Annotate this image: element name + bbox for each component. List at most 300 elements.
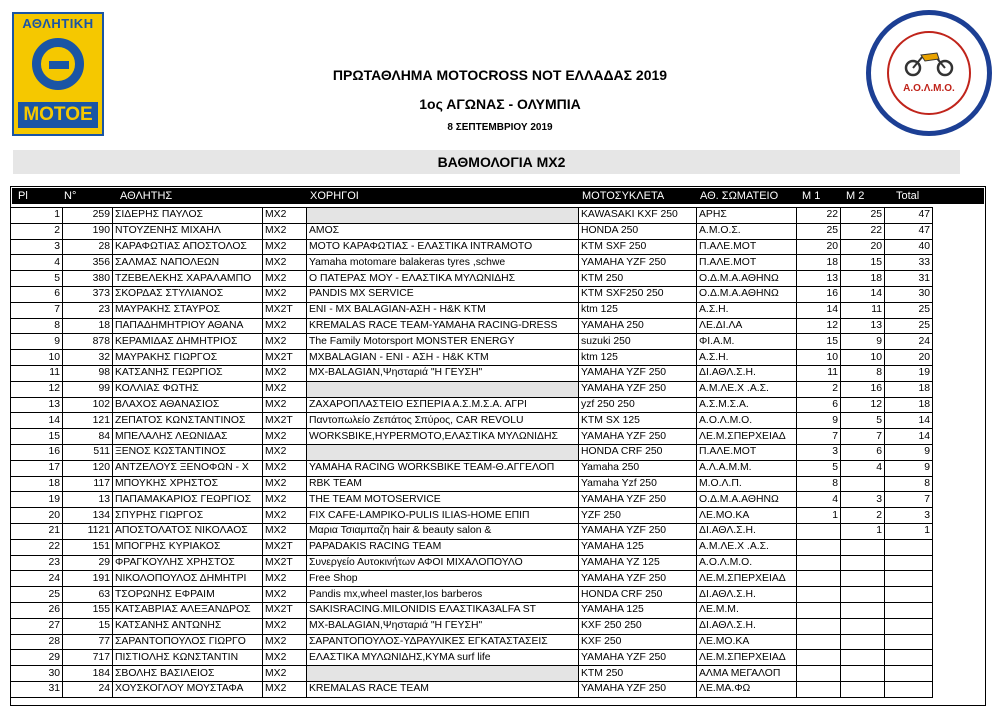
cell-place: 24 xyxy=(11,571,63,587)
cell-total: 18 xyxy=(885,381,933,397)
cell-place: 16 xyxy=(11,444,63,460)
cell-class: MX2 xyxy=(263,476,307,492)
cell-class: MX2 xyxy=(263,397,307,413)
cell-sponsors: MXBALAGIAN - ENI - ΑΣΗ - H&K KTM xyxy=(307,350,579,366)
cell-m1 xyxy=(797,634,841,650)
cell-total: 8 xyxy=(885,476,933,492)
cell-total xyxy=(885,650,933,666)
cell-athlete: ΒΛΑΧΟΣ ΑΘΑΝΑΣΙΟΣ xyxy=(113,397,263,413)
cell-number: 29 xyxy=(63,555,113,571)
table-row xyxy=(11,555,933,571)
cell-club: ΔΙ.ΑΘΛ.Σ.Η. xyxy=(697,618,797,634)
cell-class: MX2 xyxy=(263,223,307,239)
cell-total: 31 xyxy=(885,271,933,287)
cell-motorcycle: YAMAHA YZF 250 xyxy=(579,681,697,697)
cell-motorcycle: KXF 250 250 xyxy=(579,618,697,634)
cell-motorcycle: ktm 125 xyxy=(579,350,697,366)
table-row xyxy=(11,492,933,508)
cell-total: 1 xyxy=(885,523,933,539)
cell-number: 191 xyxy=(63,571,113,587)
cell-athlete: ΜΑΥΡΑΚΗΣ ΓΙΩΡΓΟΣ xyxy=(113,350,263,366)
cell-athlete: ΣΠΥΡΗΣ ΓΙΩΡΓΟΣ xyxy=(113,508,263,524)
cell-club: ΛΕ.ΜΑ.ΦΩ xyxy=(697,681,797,697)
cell-number: 155 xyxy=(63,602,113,618)
cell-motorcycle: YZF 250 xyxy=(579,508,697,524)
cell-class: MX2 xyxy=(263,666,307,682)
cell-motorcycle: YAMAHA YZF 250 xyxy=(579,650,697,666)
cell-place: 31 xyxy=(11,681,63,697)
cell-sponsors: Pandis mx,wheel master,Ios barberos xyxy=(307,587,579,603)
cell-motorcycle: YAMAHA YZF 250 xyxy=(579,255,697,271)
cell-total: 3 xyxy=(885,508,933,524)
cell-total: 7 xyxy=(885,492,933,508)
cell-sponsors xyxy=(307,666,579,682)
table-row xyxy=(11,444,933,460)
cell-m2 xyxy=(841,587,885,603)
cell-club: Α.Ο.Λ.Μ.Ο. xyxy=(697,555,797,571)
cell-sponsors: Παντοπωλείο Ζεπάτος Σπύρος, CAR REVOLU xyxy=(307,413,579,429)
cell-place: 1 xyxy=(11,208,63,224)
cell-sponsors: ΜΟΤΟ ΚΑΡΑΦΩΤΙΑΣ - ΕΛΑΣΤΙΚΑ INTRAMOTO xyxy=(307,239,579,255)
cell-m2 xyxy=(841,476,885,492)
cell-place: 9 xyxy=(11,334,63,350)
cell-sponsors xyxy=(307,444,579,460)
cell-m1 xyxy=(797,618,841,634)
cell-sponsors: PAPADAKIS RACING TEAM xyxy=(307,539,579,555)
cell-class: MX2 xyxy=(263,492,307,508)
cell-club: ΛΕ.Μ.ΣΠΕΡΧΕΙΑΔ xyxy=(697,571,797,587)
cell-number: 120 xyxy=(63,460,113,476)
cell-club: Α.Μ.Ο.Σ. xyxy=(697,223,797,239)
cell-motorcycle: YAMAHA YZF 250 xyxy=(579,381,697,397)
cell-motorcycle: KAWASAKI KXF 250 xyxy=(579,208,697,224)
cell-m1 xyxy=(797,555,841,571)
cell-place: 8 xyxy=(11,318,63,334)
cell-club: ΑΛΜΑ ΜΕΓΑΛΟΠ xyxy=(697,666,797,682)
cell-number: 511 xyxy=(63,444,113,460)
cell-total: 14 xyxy=(885,429,933,445)
col-header-m2: Μ 2 xyxy=(846,190,865,202)
cell-motorcycle: YAMAHA YZF 250 xyxy=(579,429,697,445)
cell-athlete: ΚΑΤΣΑΝΗΣ ΓΕΩΡΓΙΟΣ xyxy=(113,365,263,381)
cell-club: Π.ΑΛΕ.ΜΟΤ xyxy=(697,255,797,271)
cell-total: 40 xyxy=(885,239,933,255)
cell-athlete: ΞΕΝΟΣ ΚΩΣΤΑΝΤΙΝΟΣ xyxy=(113,444,263,460)
table-row xyxy=(11,302,933,318)
cell-sponsors: THE TEAM MOTOSERVICE xyxy=(307,492,579,508)
cell-class: MX2T xyxy=(263,302,307,318)
cell-m1: 12 xyxy=(797,318,841,334)
cell-m1: 18 xyxy=(797,255,841,271)
cell-athlete: ΦΡΑΓΚΟΥΛΗΣ ΧΡΗΣΤΟΣ xyxy=(113,555,263,571)
cell-sponsors: Ο ΠΑΤΕΡΑΣ ΜΟΥ - ΕΛΑΣΤΙΚΑ ΜΥΛΩΝΙΔΗΣ xyxy=(307,271,579,287)
cell-sponsors: ΑΜΟΣ xyxy=(307,223,579,239)
cell-m2 xyxy=(841,650,885,666)
cell-sponsors: WORKSBIKE,HYPERMOTO,ΕΛΑΣΤΙΚΑ ΜΥΛΩΝΙΔΗΣ xyxy=(307,429,579,445)
cell-m1: 1 xyxy=(797,508,841,524)
cell-club: ΦΙ.Α.Μ. xyxy=(697,334,797,350)
cell-club: ΛΕ.ΜΟ.ΚΑ xyxy=(697,508,797,524)
table-header xyxy=(12,188,984,204)
cell-m1: 20 xyxy=(797,239,841,255)
cell-number: 134 xyxy=(63,508,113,524)
cell-class: MX2 xyxy=(263,618,307,634)
cell-number: 13 xyxy=(63,492,113,508)
cell-motorcycle: suzuki 250 xyxy=(579,334,697,350)
cell-athlete: ΣΒΟΛΗΣ ΒΑΣΙΛΕΙΟΣ xyxy=(113,666,263,682)
cell-m2: 5 xyxy=(841,413,885,429)
table-row xyxy=(11,318,933,334)
cell-m1 xyxy=(797,523,841,539)
page-subtitle: 1ος ΑΓΩΝΑΣ - ΟΛΥΜΠΙΑ xyxy=(419,96,581,112)
cell-club: ΛΕ.Μ.ΣΠΕΡΧΕΙΑΔ xyxy=(697,429,797,445)
cell-m2: 6 xyxy=(841,444,885,460)
cell-club: Α.Σ.Η. xyxy=(697,350,797,366)
cell-m1: 14 xyxy=(797,302,841,318)
col-header-number: N° xyxy=(64,190,77,202)
cell-m2: 8 xyxy=(841,365,885,381)
cell-m2: 10 xyxy=(841,350,885,366)
cell-athlete: ΠΑΠΑΔΗΜΗΤΡΙΟΥ ΑΘΑΝΑ xyxy=(113,318,263,334)
cell-total: 47 xyxy=(885,208,933,224)
cell-athlete: ΚΑΤΣΑΝΗΣ ΑΝΤΩΝΗΣ xyxy=(113,618,263,634)
cell-club: Ο.Δ.Μ.Α.ΑΘΗΝΩ xyxy=(697,286,797,302)
table-row xyxy=(11,334,933,350)
cell-m1 xyxy=(797,602,841,618)
cell-sponsors: YAMAHA RACING WORKSBIKE TEAM-Θ.ΑΓΓΕΛΟΠ xyxy=(307,460,579,476)
motorbike-icon xyxy=(903,47,955,77)
cell-number: 259 xyxy=(63,208,113,224)
cell-number: 373 xyxy=(63,286,113,302)
cell-class: MX2 xyxy=(263,286,307,302)
cell-class: MX2 xyxy=(263,271,307,287)
cell-place: 2 xyxy=(11,223,63,239)
cell-place: 14 xyxy=(11,413,63,429)
cell-motorcycle: YAMAHA YZF 250 xyxy=(579,523,697,539)
cell-m1: 2 xyxy=(797,381,841,397)
cell-class: MX2 xyxy=(263,334,307,350)
table-row xyxy=(11,255,933,271)
cell-place: 19 xyxy=(11,492,63,508)
cell-m2: 2 xyxy=(841,508,885,524)
cell-place: 25 xyxy=(11,587,63,603)
cell-class: MX2 xyxy=(263,650,307,666)
cell-club: ΔΙ.ΑΘΛ.Σ.Η. xyxy=(697,365,797,381)
cell-class: MX2T xyxy=(263,350,307,366)
cell-athlete: ΑΝΤΖΕΛΟΥΣ ΞΕΝΟΦΩΝ - Χ xyxy=(113,460,263,476)
cell-class: MX2 xyxy=(263,381,307,397)
cell-place: 22 xyxy=(11,539,63,555)
cell-club: Α.Ο.Λ.Μ.Ο. xyxy=(697,413,797,429)
cell-sponsors: PANDIS MX SERVICE xyxy=(307,286,579,302)
cell-class: MX2 xyxy=(263,365,307,381)
cell-club: Π.ΑΛΕ.ΜΟΤ xyxy=(697,239,797,255)
cell-sponsors: MX-BALAGIAN,Ψησταριά "Η ΓΕΥΣΗ" xyxy=(307,618,579,634)
cell-m2 xyxy=(841,555,885,571)
cell-m1: 11 xyxy=(797,365,841,381)
event-date: 8 ΣΕΠΤΕΜΒΡΙΟΥ 2019 xyxy=(447,122,553,133)
cell-total xyxy=(885,587,933,603)
table-row xyxy=(11,350,933,366)
cell-athlete: ΜΠΟΥΚΗΣ ΧΡΗΣΤΟΣ xyxy=(113,476,263,492)
cell-m2: 13 xyxy=(841,318,885,334)
col-header-total: Total xyxy=(896,190,920,202)
cell-m1: 22 xyxy=(797,208,841,224)
cell-number: 878 xyxy=(63,334,113,350)
cell-sponsors: ΣΑΡΑΝΤΟΠΟΥΛΟΣ-ΥΔΡΑΥΛΙΚΕΣ ΕΓΚΑΤΑΣΤΑΣΕΙΣ xyxy=(307,634,579,650)
cell-place: 21 xyxy=(11,523,63,539)
cell-number: 121 xyxy=(63,413,113,429)
cell-class: MX2 xyxy=(263,634,307,650)
cell-motorcycle: KTM SXF250 250 xyxy=(579,286,697,302)
cell-total: 47 xyxy=(885,223,933,239)
cell-m2 xyxy=(841,666,885,682)
cell-athlete: ΝΤΟΥΖΕΝΗΣ ΜΙΧΑΗΛ xyxy=(113,223,263,239)
table-row xyxy=(11,539,933,555)
cell-number: 18 xyxy=(63,318,113,334)
cell-number: 23 xyxy=(63,302,113,318)
cell-m1 xyxy=(797,681,841,697)
cell-total xyxy=(885,618,933,634)
cell-motorcycle: KTM SX 125 xyxy=(579,413,697,429)
cell-number: 151 xyxy=(63,539,113,555)
cell-class: MX2 xyxy=(263,255,307,271)
cell-m1: 6 xyxy=(797,397,841,413)
cell-sponsors xyxy=(307,381,579,397)
cell-club: ΔΙ.ΑΘΛ.Σ.Η. xyxy=(697,587,797,603)
col-header-m1: Μ 1 xyxy=(802,190,821,202)
cell-place: 15 xyxy=(11,429,63,445)
cell-place: 5 xyxy=(11,271,63,287)
table-row xyxy=(11,286,933,302)
cell-total: 30 xyxy=(885,286,933,302)
cell-place: 7 xyxy=(11,302,63,318)
cell-class: MX2 xyxy=(263,571,307,587)
cell-club: ΛΕ.Μ.Μ. xyxy=(697,602,797,618)
cell-place: 30 xyxy=(11,666,63,682)
cell-place: 6 xyxy=(11,286,63,302)
cell-place: 11 xyxy=(11,365,63,381)
cell-motorcycle: Yamaha Yzf 250 xyxy=(579,476,697,492)
cell-sponsors: Συνεργείο Αυτοκινήτων ΑΦΟΙ ΜΙΧΑΛΟΠΟΥΛΟ xyxy=(307,555,579,571)
table-row xyxy=(11,602,933,618)
cell-place: 4 xyxy=(11,255,63,271)
table-row xyxy=(11,223,933,239)
col-header-motorcycle: ΜΟΤΟΣΥΚΛΕΤΑ xyxy=(582,190,665,202)
cell-m1 xyxy=(797,539,841,555)
cell-m1: 10 xyxy=(797,350,841,366)
cell-place: 18 xyxy=(11,476,63,492)
cell-total: 25 xyxy=(885,302,933,318)
table-row xyxy=(11,271,933,287)
cell-class: MX2 xyxy=(263,681,307,697)
cell-class: MX2 xyxy=(263,239,307,255)
cell-sponsors: KREMALAS RACE TEAM xyxy=(307,681,579,697)
cell-motorcycle: HONDA 250 xyxy=(579,223,697,239)
table-row xyxy=(11,650,933,666)
cell-total: 25 xyxy=(885,318,933,334)
cell-sponsors: Yamaha motomare balakeras tyres ,schwe xyxy=(307,255,579,271)
cell-class: MX2 xyxy=(263,444,307,460)
cell-m2: 16 xyxy=(841,381,885,397)
table-row xyxy=(11,508,933,524)
page-title: ΠΡΩΤΑΘΛΗΜΑ MOTOCROSS ΝΟΤ ΕΛΛΑΔΑΣ 2019 xyxy=(332,67,668,83)
cell-athlete: ΧΟΥΣΚΟΓΛΟΥ ΜΟΥΣΤΑΦΑ xyxy=(113,681,263,697)
section-banner xyxy=(13,150,960,174)
cell-m1 xyxy=(797,587,841,603)
results-table xyxy=(10,207,933,698)
cell-place: 28 xyxy=(11,634,63,650)
cell-place: 29 xyxy=(11,650,63,666)
cell-number: 77 xyxy=(63,634,113,650)
logo-arrow-icon xyxy=(32,38,84,90)
cell-athlete: ΤΖΕΒΕΛΕΚΗΣ ΧΑΡΑΛΑΜΠΟ xyxy=(113,271,263,287)
cell-place: 17 xyxy=(11,460,63,476)
cell-m1: 5 xyxy=(797,460,841,476)
cell-total: 24 xyxy=(885,334,933,350)
cell-club: Α.Σ.Η. xyxy=(697,302,797,318)
cell-class: MX2 xyxy=(263,587,307,603)
cell-number: 117 xyxy=(63,476,113,492)
cell-motorcycle: KXF 250 xyxy=(579,634,697,650)
cell-m2 xyxy=(841,618,885,634)
cell-m1: 3 xyxy=(797,444,841,460)
cell-number: 98 xyxy=(63,365,113,381)
table-row xyxy=(11,618,933,634)
cell-m2: 22 xyxy=(841,223,885,239)
cell-sponsors: The Family Motorsport MONSTER ENERGY xyxy=(307,334,579,350)
cell-sponsors: ΕΛΑΣΤΙΚΑ ΜΥΛΩΝΙΔΗΣ,ΚΥΜΑ surf life xyxy=(307,650,579,666)
logo-inner-ring xyxy=(887,31,971,115)
cell-m2: 20 xyxy=(841,239,885,255)
cell-motorcycle: YAMAHA YZF 250 xyxy=(579,571,697,587)
cell-number: 1121 xyxy=(63,523,113,539)
cell-m1: 7 xyxy=(797,429,841,445)
cell-m2 xyxy=(841,681,885,697)
cell-total xyxy=(885,634,933,650)
cell-place: 10 xyxy=(11,350,63,366)
cell-place: 20 xyxy=(11,508,63,524)
logo-left-bottom-text: MOTOE xyxy=(18,102,98,128)
cell-club: ΛΕ.Μ.ΣΠΕΡΧΕΙΑΔ xyxy=(697,650,797,666)
cell-number: 190 xyxy=(63,223,113,239)
cell-athlete: ΚΑΡΑΦΩΤΙΑΣ ΑΠΟΣΤΟΛΟΣ xyxy=(113,239,263,255)
cell-athlete: ΚΕΡΑΜΙΔΑΣ ΔΗΜΗΤΡΙΟΣ xyxy=(113,334,263,350)
col-header-sponsors: ΧΟΡΗΓΟΙ xyxy=(310,190,359,202)
table-row xyxy=(11,523,933,539)
cell-m2: 4 xyxy=(841,460,885,476)
table-row xyxy=(11,476,933,492)
cell-class: MX2 xyxy=(263,523,307,539)
cell-sponsors: SAKISRACING.MILONIDIS ΕΛΑΣΤΙΚΑ3ALFA ST xyxy=(307,602,579,618)
cell-athlete: ΖΕΠΑΤΟΣ ΚΩΝΣΤΑΝΤΙΝΟΣ xyxy=(113,413,263,429)
cell-place: 3 xyxy=(11,239,63,255)
cell-sponsors: ΖΑΧΑΡΟΠΛΑΣΤΕΙΟ ΕΣΠΕΡΙΑ Α.Σ.Μ.Σ.Α. ΑΓΡΙ xyxy=(307,397,579,413)
cell-athlete: ΣΚΟΡΔΑΣ ΣΤΥΛΙΑΝΟΣ xyxy=(113,286,263,302)
cell-m2: 9 xyxy=(841,334,885,350)
logo-right-text: Α.Ο.Λ.Μ.Ο. xyxy=(903,83,955,94)
cell-number: 63 xyxy=(63,587,113,603)
cell-place: 13 xyxy=(11,397,63,413)
cell-athlete: ΜΑΥΡΑΚΗΣ ΣΤΑΥΡΟΣ xyxy=(113,302,263,318)
cell-class: MX2 xyxy=(263,318,307,334)
cell-place: 26 xyxy=(11,602,63,618)
cell-motorcycle: YAMAHA 125 xyxy=(579,602,697,618)
cell-m1: 9 xyxy=(797,413,841,429)
club-logo-right xyxy=(866,10,992,136)
cell-club: ΑΡΗΣ xyxy=(697,208,797,224)
cell-m2: 3 xyxy=(841,492,885,508)
cell-sponsors xyxy=(307,208,579,224)
cell-athlete: ΑΠΟΣΤΟΛΑΤΟΣ ΝΙΚΟΛΑΟΣ xyxy=(113,523,263,539)
cell-total: 20 xyxy=(885,350,933,366)
cell-total xyxy=(885,681,933,697)
table-row xyxy=(11,208,933,224)
cell-motorcycle: YAMAHA 250 xyxy=(579,318,697,334)
cell-total: 9 xyxy=(885,444,933,460)
table-row xyxy=(11,397,933,413)
cell-m1: 25 xyxy=(797,223,841,239)
cell-m1 xyxy=(797,666,841,682)
cell-number: 32 xyxy=(63,350,113,366)
section-title: ΒΑΘΜΟΛΟΓΙΑ ΜΧ2 xyxy=(437,154,566,170)
cell-total xyxy=(885,666,933,682)
table-row xyxy=(11,413,933,429)
cell-m1: 4 xyxy=(797,492,841,508)
cell-club: Α.Μ.ΛΕ.Χ .Α.Σ. xyxy=(697,381,797,397)
club-logo-left xyxy=(12,12,104,136)
table-row xyxy=(11,239,933,255)
cell-club: Α.Σ.Μ.Σ.Α. xyxy=(697,397,797,413)
cell-m1 xyxy=(797,571,841,587)
cell-club: ΛΕ.ΔΙ.ΛΑ xyxy=(697,318,797,334)
cell-number: 28 xyxy=(63,239,113,255)
cell-motorcycle: HONDA CRF 250 xyxy=(579,587,697,603)
cell-place: 23 xyxy=(11,555,63,571)
cell-motorcycle: YAMAHA YZF 250 xyxy=(579,492,697,508)
cell-club: Ο.Δ.Μ.Α.ΑΘΗΝΩ xyxy=(697,271,797,287)
cell-m1: 13 xyxy=(797,271,841,287)
table-row xyxy=(11,429,933,445)
col-header-pl: Pl xyxy=(18,190,28,202)
cell-athlete: ΜΠΕΛΑΛΗΣ ΛΕΩΝΙΔΑΣ xyxy=(113,429,263,445)
cell-place: 12 xyxy=(11,381,63,397)
cell-m1 xyxy=(797,650,841,666)
cell-m2: 12 xyxy=(841,397,885,413)
cell-total xyxy=(885,571,933,587)
cell-m1: 15 xyxy=(797,334,841,350)
cell-m2: 7 xyxy=(841,429,885,445)
table-row xyxy=(11,587,933,603)
cell-class: MX2 xyxy=(263,460,307,476)
cell-athlete: ΝΙΚΟΛΟΠΟΥΛΟΣ ΔΗΜΗΤΡΙ xyxy=(113,571,263,587)
cell-total: 33 xyxy=(885,255,933,271)
cell-total: 9 xyxy=(885,460,933,476)
table-row xyxy=(11,571,933,587)
cell-athlete: ΣΙΔΕΡΗΣ ΠΑΥΛΟΣ xyxy=(113,208,263,224)
cell-total xyxy=(885,602,933,618)
logo-left-top-text: ΑΘΛΗΤΙΚΗ xyxy=(22,16,94,31)
cell-class: MX2T xyxy=(263,413,307,429)
cell-athlete: ΠΙΣΤΙΟΛΗΣ ΚΩΝΣΤΑΝΤΙΝ xyxy=(113,650,263,666)
cell-motorcycle: ktm 125 xyxy=(579,302,697,318)
cell-number: 102 xyxy=(63,397,113,413)
cell-motorcycle: HONDA CRF 250 xyxy=(579,444,697,460)
cell-club: ΛΕ.ΜΟ.ΚΑ xyxy=(697,634,797,650)
cell-total: 18 xyxy=(885,397,933,413)
cell-athlete: ΚΟΛΛΙΑΣ ΦΩΤΗΣ xyxy=(113,381,263,397)
cell-club: Α.Λ.Α.Μ.Μ. xyxy=(697,460,797,476)
